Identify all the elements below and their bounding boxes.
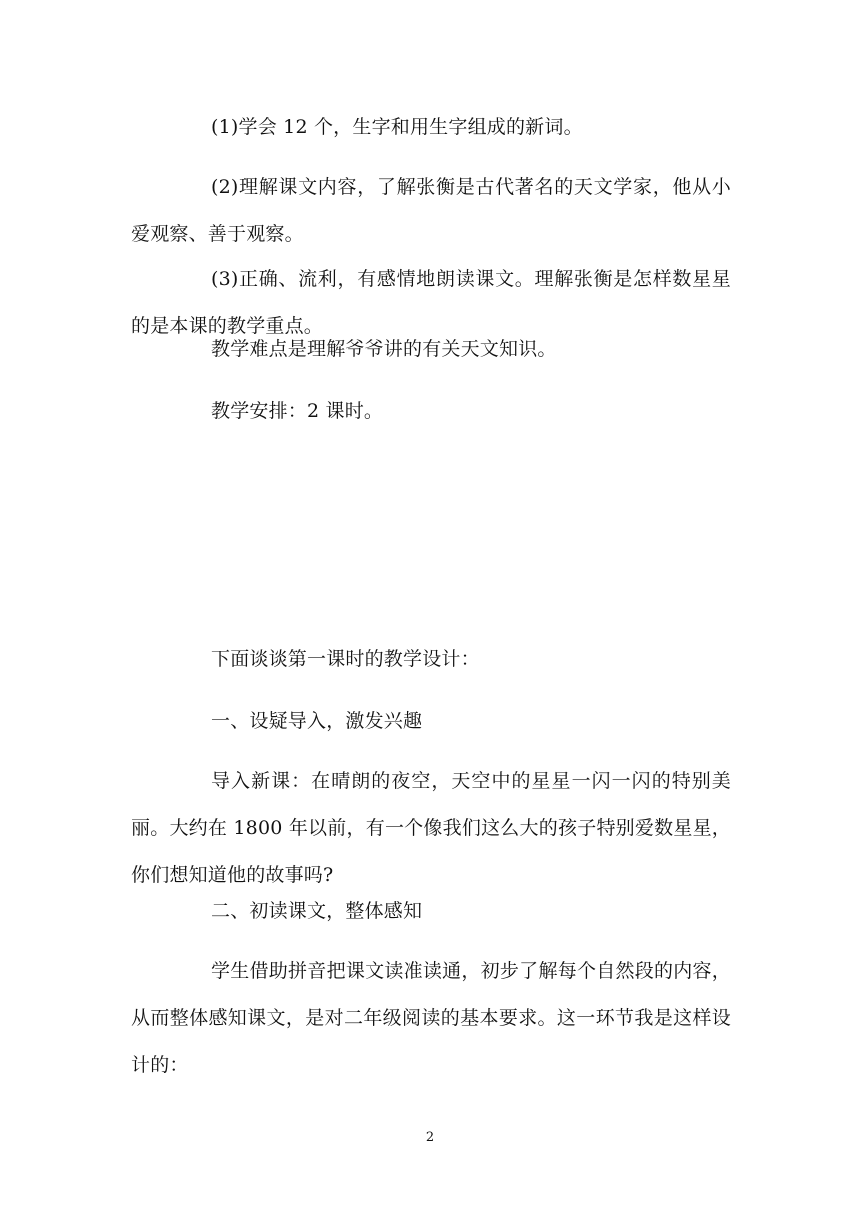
paragraph-teaching-difficulty: 教学难点是理解爷爷讲的有关天文知识。 (211, 338, 557, 360)
paragraph-objective-1: (1)学会 12 个，生字和用生字组成的新词。 (211, 116, 583, 138)
paragraph-first-reading: 学生借助拼音把课文读准读通，初步了解每个自然段的内容，从而整体感知课文，是对二年级阅读的基本要求。这一环节我是这样设计的： (131, 960, 731, 1076)
paragraph-first-lesson-intro: 下面谈谈第一课时的教学设计： (211, 648, 480, 670)
paragraph-teaching-schedule: 教学安排：2 课时。 (211, 400, 384, 422)
heading-section-1: 一、设疑导入，激发兴趣 (211, 710, 423, 732)
paragraph-objective-3: (3)正确、流利，有感情地朗读课文。理解张衡是怎样数星星的是本课的教学重点。 (131, 268, 731, 337)
page-number: 2 (425, 1130, 435, 1145)
paragraph-objective-2: (2)理解课文内容，了解张衡是古代著名的天文学家，他从小爱观察、善于观察。 (131, 176, 731, 245)
paragraph-lead-in: 导入新课：在晴朗的夜空，天空中的星星一闪一闪的特别美丽。大约在 1800 年以前，有一个像我们这么大的孩子特别爱数星星，你们想知道他的故事吗? (131, 770, 731, 886)
heading-section-2: 二、初读课文，整体感知 (211, 900, 423, 922)
